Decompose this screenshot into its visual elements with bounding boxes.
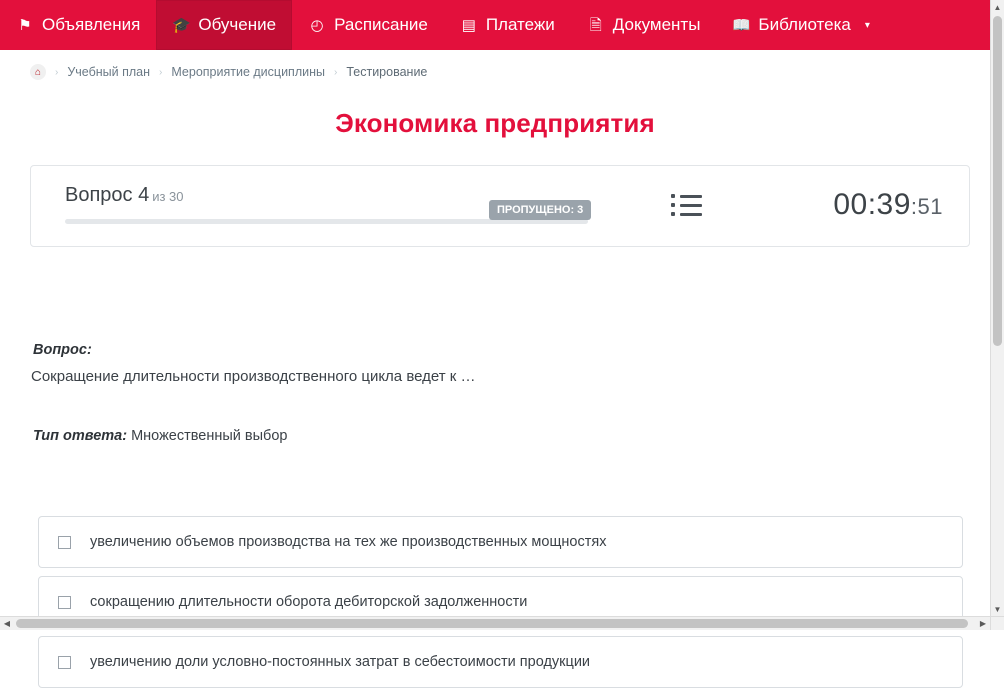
page-title: Экономика предприятия	[335, 108, 655, 138]
nav-item-label: Платежи	[485, 15, 555, 34]
nav-item-label: Объявления	[42, 15, 141, 34]
chevron-down-icon: ▾	[864, 19, 870, 31]
countdown-timer	[833, 188, 943, 222]
timer-seconds: :51	[910, 194, 943, 219]
horizontal-scroll-thumb[interactable]	[16, 619, 968, 628]
answer-type-label: Тип ответа:	[33, 428, 128, 444]
breadcrumb-separator: ›	[159, 66, 163, 78]
document-icon: 🗎	[589, 16, 602, 34]
question-list-icon[interactable]	[671, 194, 705, 222]
breadcrumb-item-curriculum[interactable]: Учебный план	[67, 65, 151, 79]
answer-option-label: увеличению доли условно-постоянных затрат в себестоимости продукции	[90, 654, 591, 670]
scroll-left-icon[interactable]: ◀	[3, 619, 11, 628]
scroll-down-icon[interactable]: ▼	[991, 602, 1004, 616]
checkbox-icon[interactable]	[58, 536, 71, 549]
scrollbar-corner	[990, 616, 1004, 630]
vertical-scroll-thumb[interactable]	[993, 16, 1002, 346]
breadcrumb-separator: ›	[334, 66, 338, 78]
question-number-text: Вопрос 4	[65, 184, 150, 206]
question-label: Вопрос:	[33, 342, 92, 358]
card-icon: ▤	[461, 16, 476, 34]
nav-item-documents[interactable]	[571, 0, 717, 50]
question-text: Сокращение длительности производственного цикла ведет к …	[31, 368, 476, 385]
vertical-scrollbar[interactable]	[990, 0, 1004, 616]
checkbox-icon[interactable]	[58, 656, 71, 669]
nav-item-library[interactable]	[716, 0, 885, 50]
answer-option-label: сокращению длительности оборота дебиторской задолженности	[90, 594, 528, 610]
answer-option[interactable]	[38, 516, 963, 568]
home-icon[interactable]: ⌂	[30, 64, 46, 80]
nav-item-schedule[interactable]	[292, 0, 444, 50]
breadcrumb-item-discipline-event[interactable]: Мероприятие дисциплины	[171, 65, 325, 79]
answer-options-list	[38, 516, 963, 696]
status-badge-skipped: ПРОПУЩЕНО: 3	[489, 200, 591, 220]
scroll-right-icon[interactable]: ▶	[979, 619, 987, 628]
breadcrumb-item-testing: Тестирование	[346, 65, 428, 79]
nav-item-education[interactable]	[156, 0, 292, 50]
breadcrumb	[0, 50, 990, 80]
nav-item-label: Библиотека	[758, 15, 851, 34]
clock-icon: ◴	[310, 16, 324, 34]
timer-minutes: 00:39	[833, 188, 911, 221]
answer-option-label: увеличению объемов производства на тех же производственных мощностях	[90, 534, 607, 550]
nav-item-label: Расписание	[334, 15, 428, 34]
horizontal-scrollbar[interactable]	[0, 616, 1004, 630]
answer-option[interactable]	[38, 636, 963, 688]
question-total-text: из 30	[152, 189, 184, 204]
checkbox-icon[interactable]	[58, 596, 71, 609]
nav-item-label: Документы	[612, 15, 701, 34]
answer-type-value: Множественный выбор	[131, 428, 288, 444]
graduation-cap-icon: 🎓	[172, 16, 191, 34]
breadcrumb-separator: ›	[55, 66, 59, 78]
nav-item-payments[interactable]	[444, 0, 571, 50]
scroll-up-icon[interactable]: ▲	[991, 0, 1004, 14]
answer-type	[33, 428, 287, 444]
question-header-card	[30, 165, 970, 247]
nav-item-announcements[interactable]	[0, 0, 156, 50]
nav-item-label: Обучение	[198, 15, 277, 34]
main-navigation	[0, 0, 990, 50]
megaphone-icon: ⚑	[18, 16, 32, 34]
book-icon: 📖	[732, 16, 751, 34]
page-content	[0, 50, 990, 670]
